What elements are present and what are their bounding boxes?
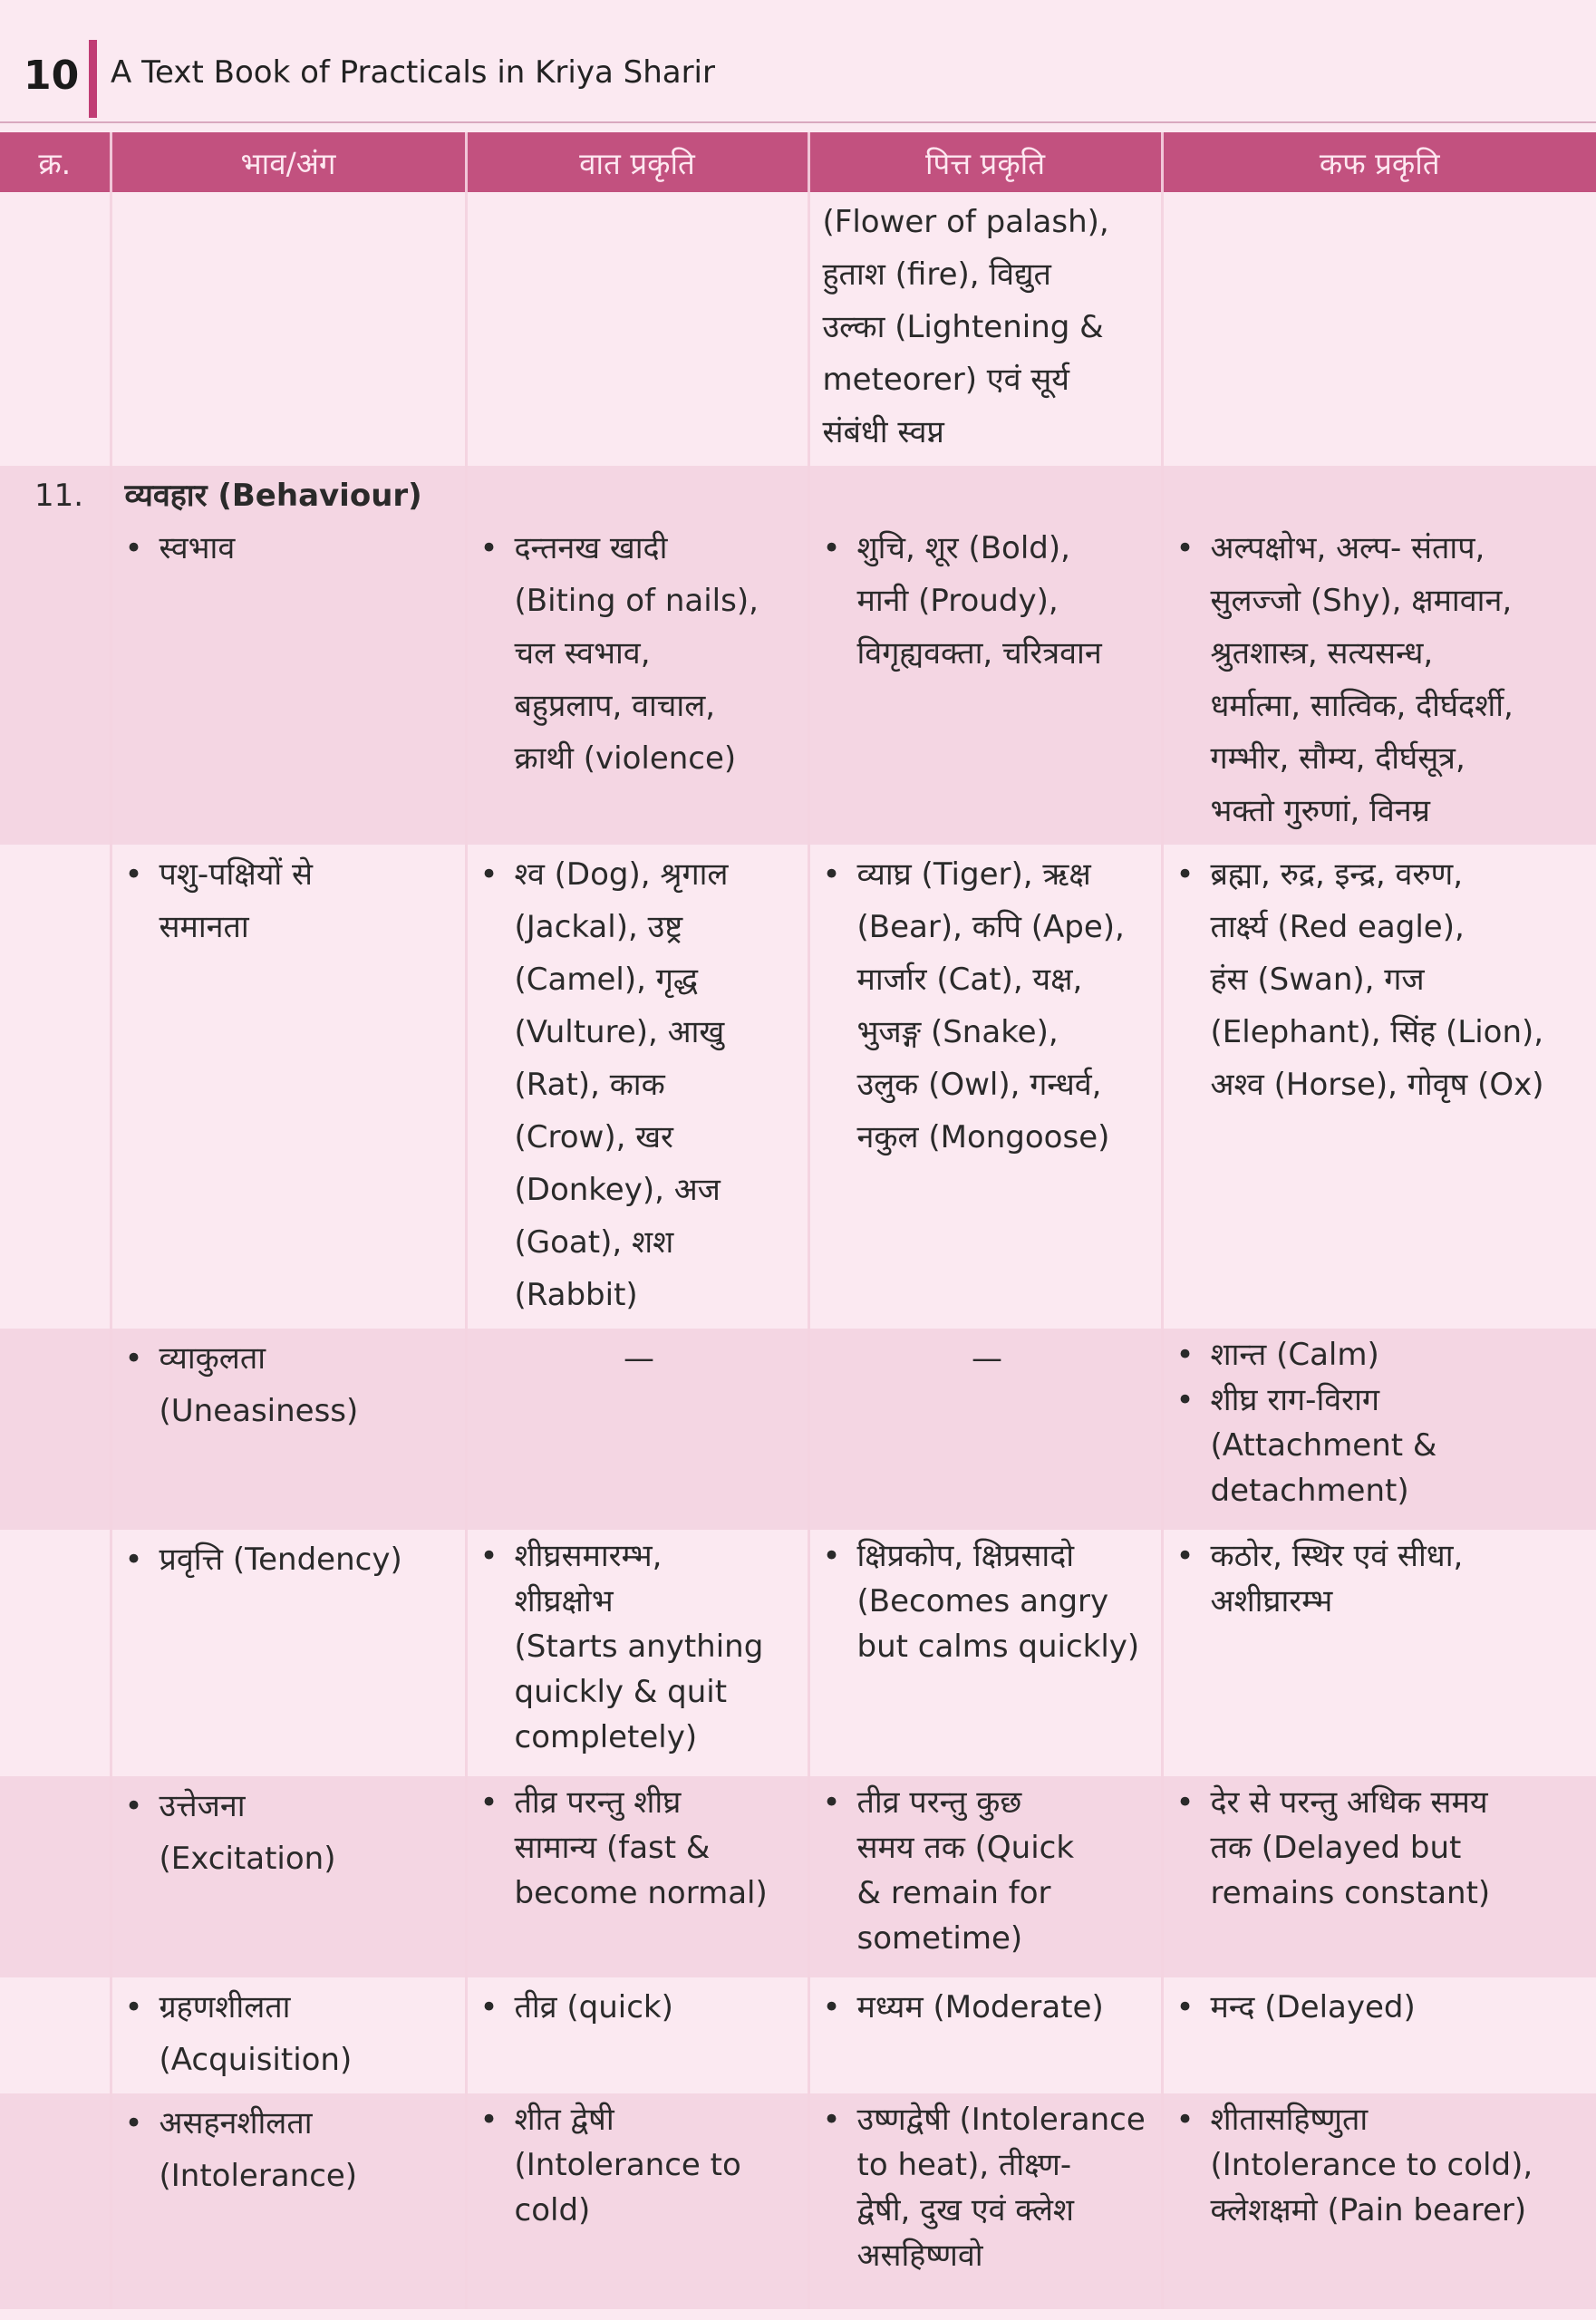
cell-vata <box>466 2093 808 2309</box>
cell-line: (Uneasiness) <box>159 1393 359 1429</box>
cell-line: (Bear), कपि (Ape), <box>856 909 1125 945</box>
table-row-continued <box>0 192 1596 466</box>
cell-line: (Acquisition) <box>159 2042 353 2078</box>
bullet-icon: • <box>124 1788 143 1824</box>
cell-line: उल्का (Lightening & <box>822 309 1104 345</box>
cell-serial <box>0 1977 111 2093</box>
cell-line: (Goat), शश <box>514 1224 674 1261</box>
cell-pitta <box>808 845 1162 1329</box>
bullet-icon: • <box>124 1340 143 1377</box>
cell-line: तीव्र परन्तु कुछ <box>856 1784 1022 1821</box>
cell-line: समय तक (Quick <box>856 1830 1075 1866</box>
cell-line: असहिष्णवो <box>856 2238 983 2274</box>
cell-line: असहनशीलता <box>159 2105 313 2141</box>
bullet-icon: • <box>822 856 841 893</box>
cell-line: प्रवृत्ति (Tendency) <box>159 1542 402 1578</box>
cell-line: व्याघ्र (Tiger), ऋक्ष <box>856 856 1091 893</box>
cell-line: ब्रह्मा, रुद्र, इन्द्र, वरुण, <box>1210 856 1464 893</box>
cell-kapha <box>1162 1977 1596 2093</box>
cell-line: स्वभाव <box>159 530 236 566</box>
col-header-pitta: पित्त प्रकृति <box>808 132 1162 192</box>
table-row-animals <box>0 845 1596 1329</box>
cell-line: अल्पक्षोभ, अल्प- संताप, <box>1210 530 1485 566</box>
cell-line: भुजङ्ग (Snake), <box>856 1014 1059 1050</box>
bullet-icon: • <box>1175 1382 1195 1418</box>
cell-attribute <box>111 1530 466 1776</box>
cell-line: शीघ्रक्षोभ <box>514 1583 614 1619</box>
cell-line: भक्तो गुरुणां, विनम्र <box>1210 793 1431 829</box>
cell-kapha <box>1162 1530 1596 1776</box>
cell-line: (Intolerance) <box>159 2158 358 2194</box>
bullet-icon: • <box>124 2105 143 2141</box>
col-header-kapha: कफ प्रकृति <box>1162 132 1596 192</box>
cell-vata-empty: — <box>466 1329 808 1530</box>
cell-line: become normal) <box>514 1875 768 1911</box>
cell-kapha <box>1162 1329 1596 1530</box>
cell-line: व्याकुलता <box>159 1340 266 1377</box>
cell-line: detachment) <box>1210 1473 1409 1509</box>
header-divider <box>0 121 1596 123</box>
cell-line: (Starts anything <box>514 1629 764 1665</box>
cell-line: कठोर, स्थिर एवं सीधा, <box>1210 1538 1464 1574</box>
cell-kapha <box>1162 1776 1596 1977</box>
cell-line: but calms quickly) <box>856 1629 1140 1665</box>
cell-line: विगृह्यवक्ता, चरित्रवान <box>856 635 1102 672</box>
cell-line: (Becomes angry <box>856 1583 1109 1619</box>
cell-line: अश्व (Horse), गोवृष (Ox) <box>1210 1067 1544 1103</box>
cell-line: (Vulture), आखु <box>514 1014 725 1050</box>
book-title: A Text Book of Practicals in Kriya Sharir <box>111 54 715 91</box>
prakriti-table <box>0 132 1596 2309</box>
table-row-swabhav <box>0 466 1596 845</box>
table-row-tendency <box>0 1530 1596 1776</box>
cell-line: शीत द्वेषी <box>514 2102 614 2138</box>
cell-line: शीघ्र राग-विराग <box>1210 1382 1380 1418</box>
cell-line: चल स्वभाव, <box>514 635 651 672</box>
cell-line: meteorer) एवं सूर्य <box>822 362 1070 398</box>
cell-vata <box>466 1530 808 1776</box>
col-header-attribute: भाव/अंग <box>111 132 466 192</box>
cell-serial: 11. <box>0 466 111 845</box>
cell-line: (Rabbit) <box>514 1277 638 1313</box>
cell-line: उत्तेजना <box>159 1788 246 1824</box>
bullet-icon: • <box>479 1538 498 1574</box>
bullet-icon: • <box>822 1784 841 1821</box>
cell-vata <box>466 466 808 845</box>
bullet-icon: • <box>1175 530 1195 566</box>
cell-line: तीव्र (quick) <box>514 1989 673 2025</box>
cell-line: क्राथी (violence) <box>514 740 737 777</box>
cell-vata <box>466 845 808 1329</box>
cell-line: (Intolerance to cold), <box>1210 2147 1533 2183</box>
cell-line: नकुल (Mongoose) <box>856 1119 1110 1155</box>
cell-serial <box>0 1329 111 1530</box>
cell-line: उष्णद्वेषी (Intolerance <box>856 2102 1146 2138</box>
bullet-icon: • <box>124 856 143 893</box>
cell-line: quickly & quit <box>514 1674 728 1710</box>
cell-line: शुचि, शूर (Bold), <box>856 530 1070 566</box>
cell-line: अशीघ्रारम्भ <box>1210 1583 1333 1619</box>
cell-line: दन्तनख खादी <box>514 530 668 566</box>
cell-line: (Attachment & <box>1210 1427 1437 1464</box>
page-header <box>0 33 1596 123</box>
cell-kapha <box>1162 2093 1596 2309</box>
cell-serial <box>0 192 111 466</box>
cell-line: संबंधी स्वप्न <box>822 414 944 450</box>
cell-kapha <box>1162 845 1596 1329</box>
bullet-icon: • <box>479 1989 498 2025</box>
cell-pitta <box>808 2093 1162 2309</box>
col-header-vata: वात प्रकृति <box>466 132 808 192</box>
bullet-icon: • <box>479 530 498 566</box>
cell-line: गम्भीर, सौम्य, दीर्घसूत्र, <box>1210 740 1465 777</box>
cell-line: मानी (Proudy), <box>856 583 1059 619</box>
cell-line: (Intolerance to <box>514 2147 741 2183</box>
bullet-icon: • <box>822 2102 841 2138</box>
cell-line: क्लेशक्षमो (Pain bearer) <box>1210 2192 1527 2228</box>
bullet-icon: • <box>1175 2102 1195 2138</box>
cell-line: पशु-पक्षियों से <box>159 856 314 893</box>
cell-serial <box>0 1530 111 1776</box>
cell-line: (Camel), गृद्ध <box>514 962 699 998</box>
cell-kapha <box>1162 192 1596 466</box>
header-accent-bar <box>89 40 97 118</box>
cell-line: (Biting of nails), <box>514 583 759 619</box>
cell-serial <box>0 845 111 1329</box>
cell-vata <box>466 1776 808 1977</box>
cell-line: समानता <box>159 909 249 945</box>
cell-pitta-empty: — <box>808 1329 1162 1530</box>
cell-line: मध्यम (Moderate) <box>856 1989 1104 2025</box>
cell-line: श्रुतशास्त्र, सत्यसन्ध, <box>1210 635 1434 672</box>
cell-line: to heat), तीक्ष्ण- <box>856 2147 1072 2183</box>
bullet-icon: • <box>822 1538 841 1574</box>
cell-line: हुताश (fire), विद्युत <box>822 256 1051 293</box>
cell-line: शीतासहिष्णुता <box>1210 2102 1369 2138</box>
cell-line: द्वेषी, दुख एवं क्लेश <box>856 2192 1075 2228</box>
bullet-icon: • <box>124 1989 143 2025</box>
cell-line: तक (Delayed but <box>1210 1830 1462 1866</box>
table-row-excitation <box>0 1776 1596 1977</box>
bullet-icon: • <box>1175 1784 1195 1821</box>
bullet-icon: • <box>822 530 841 566</box>
cell-line: धर्मात्मा, सात्विक, दीर्घदर्शी, <box>1210 688 1514 724</box>
table-row-uneasiness <box>0 1329 1596 1530</box>
cell-vata <box>466 1977 808 2093</box>
cell-line: (Flower of palash), <box>822 204 1109 240</box>
cell-vata <box>466 192 808 466</box>
cell-line: & remain for <box>856 1875 1051 1911</box>
cell-line: ग्रहणशीलता <box>159 1989 291 2025</box>
cell-attribute <box>111 1329 466 1530</box>
table-row-acquisition <box>0 1977 1596 2093</box>
bullet-icon: • <box>479 1784 498 1821</box>
table-header-row <box>0 132 1596 192</box>
bullet-icon: • <box>124 1542 143 1578</box>
bullet-icon: • <box>1175 1989 1195 2025</box>
cell-attribute <box>111 192 466 466</box>
col-header-serial: क्र. <box>0 132 111 192</box>
table-row-intolerance <box>0 2093 1596 2309</box>
cell-line: (Rat), काक <box>514 1067 665 1103</box>
cell-line: श्व (Dog), श्रृगाल <box>514 856 729 893</box>
cell-line: मार्जार (Cat), यक्ष, <box>856 962 1083 998</box>
cell-attribute <box>111 1776 466 1977</box>
cell-attribute <box>111 2093 466 2309</box>
cell-line: क्षिप्रकोप, क्षिप्रसादो <box>856 1538 1075 1574</box>
cell-line: हंस (Swan), गज <box>1210 962 1425 998</box>
cell-line: बहुप्रलाप, वाचाल, <box>514 688 716 724</box>
cell-line: (Elephant), सिंह (Lion), <box>1210 1014 1544 1050</box>
cell-line: सुलज्जो (Shy), क्षमावान, <box>1210 583 1513 619</box>
attribute-bullet <box>125 522 456 575</box>
bullet-icon: • <box>1175 1337 1195 1373</box>
bullet-icon: • <box>124 530 143 566</box>
cell-line: completely) <box>514 1719 698 1755</box>
page-number: 10 <box>24 53 80 99</box>
cell-pitta <box>808 1977 1162 2093</box>
cell-line: शान्त (Calm) <box>1210 1337 1379 1373</box>
section-title: व्यवहार (Behaviour) <box>124 478 422 514</box>
bullet-icon: • <box>479 2102 498 2138</box>
cell-pitta <box>808 192 1162 466</box>
cell-line: उलुक (Owl), गन्धर्व, <box>856 1067 1102 1103</box>
cell-line: (Excitation) <box>159 1841 336 1877</box>
cell-line: (Donkey), अज <box>514 1172 721 1208</box>
cell-pitta <box>808 466 1162 845</box>
cell-serial <box>0 1776 111 1977</box>
cell-pitta <box>808 1776 1162 1977</box>
cell-line: देर से परन्तु अधिक समय <box>1210 1784 1488 1821</box>
cell-attribute <box>111 845 466 1329</box>
cell-attribute <box>111 1977 466 2093</box>
cell-line: शीघ्रसमारम्भ, <box>514 1538 663 1574</box>
cell-line: remains constant) <box>1210 1875 1491 1911</box>
cell-line: तार्क्ष्य (Red eagle), <box>1210 909 1465 945</box>
cell-kapha <box>1162 466 1596 845</box>
bullet-icon: • <box>479 856 498 893</box>
cell-line: सामान्य (fast & <box>514 1830 711 1866</box>
bullet-icon: • <box>822 1989 841 2025</box>
cell-line: तीव्र परन्तु शीघ्र <box>514 1784 682 1821</box>
cell-line: (Crow), खर <box>514 1119 673 1155</box>
bullet-icon: • <box>1175 1538 1195 1574</box>
cell-line: (Jackal), उष्ट्र <box>514 909 683 945</box>
cell-line: मन्द (Delayed) <box>1210 1989 1416 2025</box>
bullet-icon: • <box>1175 856 1195 893</box>
cell-pitta <box>808 1530 1162 1776</box>
cell-attribute <box>111 466 466 845</box>
cell-line: sometime) <box>856 1920 1023 1957</box>
cell-serial <box>0 2093 111 2309</box>
cell-line: cold) <box>514 2192 591 2228</box>
